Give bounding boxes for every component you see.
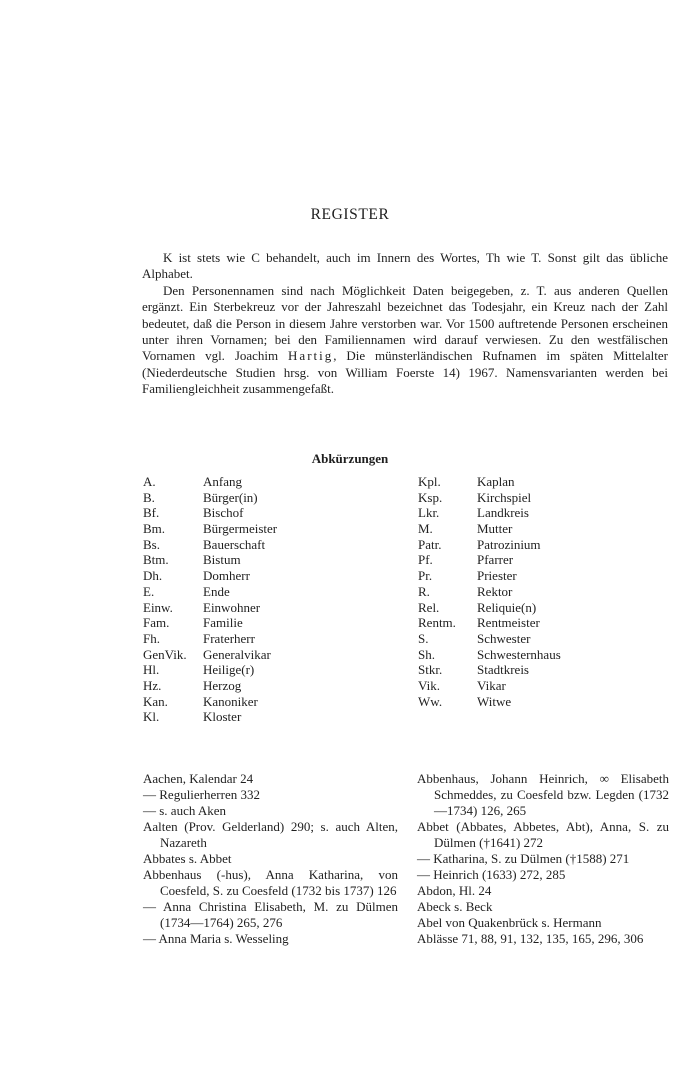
abbreviation-row bbox=[418, 600, 688, 616]
abbreviation-meaning: Bürgermeister bbox=[203, 521, 278, 537]
abbreviation-row bbox=[418, 568, 688, 584]
intro-paragraph-2-part-1: Den Personennamen sind nach Möglichkeit Daten beigegeben, z. T. aus anderen Quellen ergänzt. Ein Sterbekreuz vor der Jahreszahl bezeichnet das Todesjahr, ein Kreuz nach der Zahl bedeutet, daß die Person in diesem Jahre verstorben war. Vor 1500 auftretende Personen erscheinen unter ihren Vornamen; bei den Familiennamen wird darauf verwiesen. Zu den westfälischen Vornamen vgl. Joachim bbox=[142, 282, 668, 364]
abbreviation-row bbox=[418, 521, 688, 537]
abbreviation-row bbox=[143, 521, 413, 537]
register-entry: — Anna Maria s. Wesseling bbox=[143, 931, 289, 946]
author-name-spaced: Hartig bbox=[288, 348, 334, 364]
abbreviation-meaning: Generalvikar bbox=[203, 646, 271, 662]
abbreviation-key: Kl. bbox=[143, 709, 160, 725]
abbreviation-key: Pf. bbox=[418, 552, 433, 568]
abbreviation-row bbox=[143, 615, 413, 631]
abbreviation-row bbox=[143, 552, 413, 568]
abbreviation-key: Vik. bbox=[418, 677, 440, 693]
abbreviation-key: Hl. bbox=[143, 662, 160, 678]
abbreviation-key: Einw. bbox=[143, 599, 173, 615]
register-entry: — Regulierherren 332 bbox=[143, 787, 260, 802]
abbreviation-meaning: Heilige(r) bbox=[203, 662, 255, 678]
abbreviation-meaning: Reliquie(n) bbox=[477, 599, 537, 615]
abbreviation-key: GenVik. bbox=[143, 646, 187, 662]
register-entry: Aachen, Kalendar 24 bbox=[143, 771, 254, 786]
abbreviation-meaning: Kaplan bbox=[477, 474, 515, 489]
abbreviation-row bbox=[143, 600, 413, 616]
abbreviation-meaning: Bürger(in) bbox=[203, 489, 258, 505]
abbreviation-row bbox=[143, 709, 413, 725]
abbreviation-key: Kpl. bbox=[418, 474, 441, 489]
abbreviation-key: Stkr. bbox=[418, 662, 443, 678]
abbreviation-meaning: Bistum bbox=[203, 552, 241, 568]
register-entry: Abbenhaus (-hus), Anna Katharina, von Coesfeld, S. zu Coesfeld (1732 bis 1737) 126 bbox=[143, 867, 398, 898]
abbreviation-row bbox=[418, 615, 688, 631]
abbreviation-meaning: Priester bbox=[477, 568, 517, 584]
abbreviation-key: Dh. bbox=[143, 568, 163, 584]
register-entry: — Anna Christina Elisabeth, M. zu Dülmen (1734—1764) 265, 276 bbox=[143, 899, 398, 930]
intro-paragraph-2-part-2: , Die münsterländischen Rufnamen im späten Mittelalter (Niederdeutsche Studien hrsg. von William Foerste 14) 1967. Namensvarianten werden bei Familiengleichheit zusammengefaßt. bbox=[142, 348, 668, 397]
abbreviation-row bbox=[418, 537, 688, 553]
register-entry: — s. auch Aken bbox=[143, 803, 227, 818]
abbreviation-row bbox=[143, 474, 413, 490]
abbreviation-meaning: Stadtkreis bbox=[477, 662, 529, 678]
register-entry: Abeck s. Beck bbox=[417, 899, 493, 914]
intro-text bbox=[142, 250, 668, 398]
abbreviation-meaning: Bischof bbox=[203, 505, 244, 521]
abbreviation-key: Kan. bbox=[143, 693, 168, 709]
abbreviation-key: Bm. bbox=[143, 521, 166, 537]
page-title: REGISTER bbox=[310, 206, 390, 223]
abbreviation-row bbox=[418, 490, 688, 506]
abbreviation-row bbox=[418, 552, 688, 568]
abbreviation-row bbox=[143, 584, 413, 600]
abbreviation-meaning: Witwe bbox=[477, 693, 512, 709]
abbreviation-key: B. bbox=[143, 489, 155, 505]
register-entry: Abbates s. Abbet bbox=[143, 851, 232, 866]
register-left-column bbox=[143, 771, 398, 947]
register-entry: Ablässe 71, 88, 91, 132, 135, 165, 296, 306 bbox=[417, 931, 644, 946]
abbreviation-meaning: Schwesternhaus bbox=[477, 646, 561, 662]
abbreviation-key: Bf. bbox=[143, 505, 160, 521]
abbreviation-row bbox=[143, 647, 413, 663]
abbreviation-meaning: Patrozinium bbox=[477, 536, 541, 552]
abbreviations-left-column bbox=[143, 474, 413, 725]
abbreviation-key: M. bbox=[418, 521, 433, 537]
abbreviation-meaning: Kloster bbox=[203, 709, 242, 725]
abbreviation-key: A. bbox=[143, 474, 156, 489]
register-entry: — Katharina, S. zu Dülmen (†1588) 271 bbox=[417, 851, 630, 866]
abbreviation-key: Lkr. bbox=[418, 505, 440, 521]
abbreviation-key: Fh. bbox=[143, 630, 160, 646]
abbreviation-meaning: Anfang bbox=[203, 474, 242, 489]
abbreviation-key: Patr. bbox=[418, 536, 442, 552]
register-right-column bbox=[417, 771, 669, 947]
abbreviation-key: Btm. bbox=[143, 552, 169, 568]
abbreviation-row bbox=[143, 662, 413, 678]
abbreviation-key: Rentm. bbox=[418, 615, 456, 631]
abbreviation-row bbox=[418, 505, 688, 521]
abbreviation-meaning: Vikar bbox=[477, 677, 506, 693]
abbreviation-key: S. bbox=[418, 630, 429, 646]
abbreviation-key: Bs. bbox=[143, 536, 160, 552]
abbreviation-row bbox=[418, 662, 688, 678]
abbreviation-row bbox=[143, 537, 413, 553]
abbreviation-meaning: Schwester bbox=[477, 630, 531, 646]
abbreviation-key: E. bbox=[143, 583, 155, 599]
register-entry: Abel von Quakenbrück s. Hermann bbox=[417, 915, 602, 930]
abbreviation-row bbox=[143, 631, 413, 647]
abbreviation-meaning: Landkreis bbox=[477, 505, 529, 521]
abbreviation-key: Rel. bbox=[418, 599, 440, 615]
abbreviation-meaning: Fraterherr bbox=[203, 630, 255, 646]
abbreviation-row bbox=[418, 631, 688, 647]
abbreviation-key: Sh. bbox=[418, 646, 435, 662]
register-entry: Aalten (Prov. Gelderland) 290; s. auch Alten, Nazareth bbox=[143, 819, 398, 850]
register-entry: Abbenhaus, Johann Heinrich, ∞ Elisabeth Schmeddes, zu Coesfeld bzw. Legden (1732—1734) 126, 265 bbox=[417, 771, 669, 818]
abbreviation-meaning: Einwohner bbox=[203, 599, 261, 615]
abbreviation-row bbox=[143, 490, 413, 506]
abbreviation-meaning: Rektor bbox=[477, 583, 513, 599]
abbreviation-meaning: Familie bbox=[203, 615, 243, 631]
abbreviation-key: Fam. bbox=[143, 615, 170, 631]
abbreviation-meaning: Kanoniker bbox=[203, 693, 258, 709]
register-entry: Abdon, Hl. 24 bbox=[417, 883, 492, 898]
abbreviation-meaning: Herzog bbox=[203, 677, 242, 693]
intro-paragraph-1: K ist stets wie C behandelt, auch im Innern des Wortes, Th wie T. Sonst gilt das übliche Alphabet. bbox=[142, 250, 668, 282]
abbreviation-row bbox=[418, 647, 688, 663]
abbreviations-right-column bbox=[418, 474, 688, 709]
abbreviation-row bbox=[143, 505, 413, 521]
abbreviation-row bbox=[418, 678, 688, 694]
abbreviation-meaning: Pfarrer bbox=[477, 552, 514, 568]
intro-paragraph-2 bbox=[142, 283, 668, 398]
abbreviation-row bbox=[418, 694, 688, 710]
abbreviation-meaning: Rentmeister bbox=[477, 615, 540, 631]
abbreviation-meaning: Mutter bbox=[477, 521, 513, 537]
abbreviation-row bbox=[143, 678, 413, 694]
abbreviation-row bbox=[418, 584, 688, 600]
abbreviation-row bbox=[143, 694, 413, 710]
abbreviation-row bbox=[143, 568, 413, 584]
abbreviation-meaning: Bauerschaft bbox=[203, 536, 266, 552]
abbreviation-row bbox=[418, 474, 688, 490]
abbreviation-key: R. bbox=[418, 583, 430, 599]
abbreviations-heading: Abkürzungen bbox=[311, 451, 389, 466]
abbreviation-key: Hz. bbox=[143, 677, 162, 693]
abbreviation-key: Pr. bbox=[418, 568, 433, 584]
register-entry: — Heinrich (1633) 272, 285 bbox=[417, 867, 566, 882]
abbreviation-key: Ww. bbox=[418, 693, 443, 709]
abbreviation-meaning: Kirchspiel bbox=[477, 489, 532, 505]
register-entry: Abbet (Abbates, Abbetes, Abt), Anna, S. zu Dülmen (†1641) 272 bbox=[417, 819, 669, 850]
abbreviation-key: Ksp. bbox=[418, 489, 443, 505]
abbreviation-meaning: Ende bbox=[203, 583, 230, 599]
abbreviation-meaning: Domherr bbox=[203, 568, 250, 584]
